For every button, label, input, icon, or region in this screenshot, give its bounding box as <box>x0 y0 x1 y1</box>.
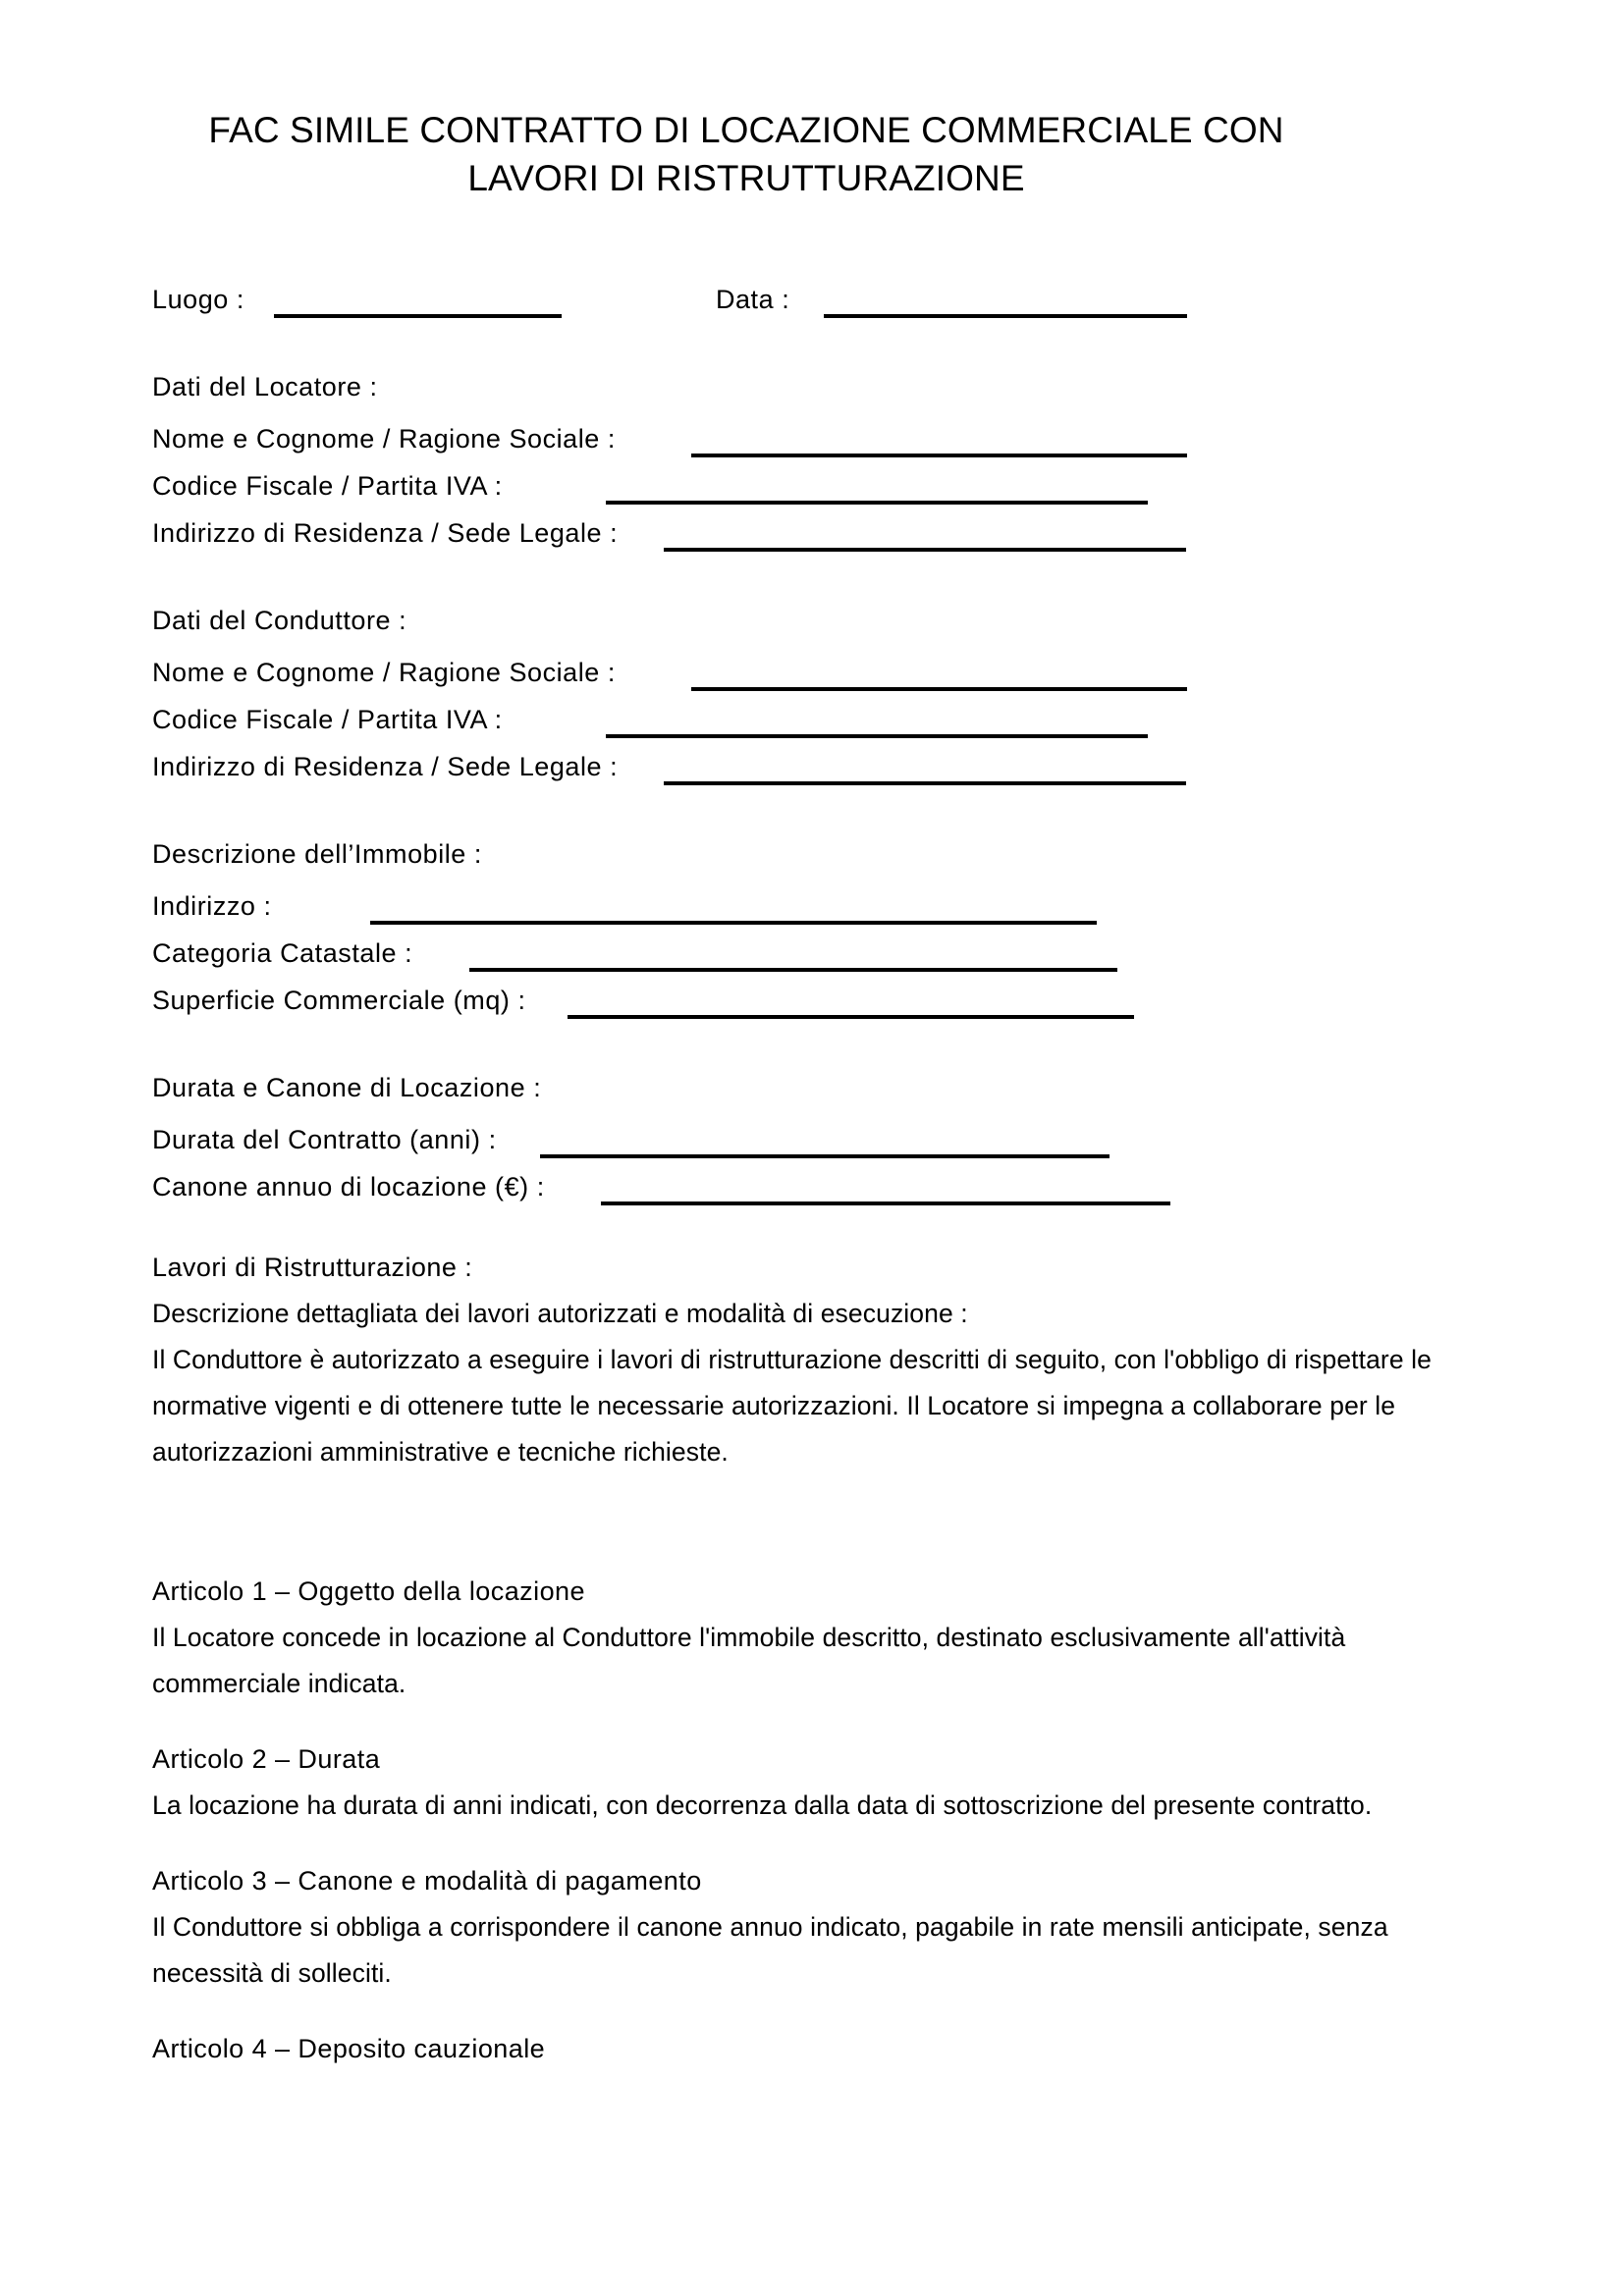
luogo-label: Luogo : <box>152 285 244 315</box>
immobile-superficie-input-rule[interactable] <box>568 1015 1134 1019</box>
articolo-1-heading: Articolo 1 – Oggetto della locazione <box>152 1576 585 1607</box>
durata-contratto-input-rule[interactable] <box>540 1154 1110 1158</box>
section-heading-locatore: Dati del Locatore : <box>152 372 378 402</box>
immobile-superficie-label: Superficie Commerciale (mq) : <box>152 986 526 1016</box>
immobile-indirizzo-input-rule[interactable] <box>370 921 1097 925</box>
conduttore-codice-label: Codice Fiscale / Partita IVA : <box>152 705 503 735</box>
field-row-durata-contratto <box>152 1111 1468 1158</box>
spacer <box>152 1205 1468 1245</box>
page-title: FAC SIMILE CONTRATTO DI LOCAZIONE COMMERCIALE CON LAVORI DI RISTRUTTURAZIONE <box>208 110 1284 199</box>
articolo-1-body: Il Locatore concede in locazione al Conduttore l'immobile descritto, destinato esclusivamente all'attività commerciale indicata. <box>152 1623 1346 1699</box>
spacer <box>152 202 1468 271</box>
section-heading-immobile: Descrizione dell’Immobile : <box>152 839 482 870</box>
canone-annuo-label: Canone annuo di locazione (€) : <box>152 1172 545 1202</box>
field-row-conduttore-codice <box>152 691 1468 738</box>
field-row-locatore-nome <box>152 410 1468 457</box>
field-row-canone-annuo <box>152 1158 1468 1205</box>
field-row-conduttore-indirizzo <box>152 738 1468 785</box>
durata-contratto-label: Durata del Contratto (anni) : <box>152 1125 497 1155</box>
conduttore-nome-label: Nome e Cognome / Ragione Sociale : <box>152 658 616 688</box>
articolo-2-body: La locazione ha durata di anni indicati, con decorrenza dalla data di sottoscrizione del presente contratto. <box>152 1790 1373 1821</box>
conduttore-indirizzo-input-rule[interactable] <box>664 781 1186 785</box>
lavori-subheading: Descrizione dettagliata dei lavori autorizzati e modalità di esecuzione : <box>152 1299 968 1329</box>
spacer <box>152 1829 1468 1858</box>
locatore-codice-input-rule[interactable] <box>606 501 1148 505</box>
conduttore-codice-input-rule[interactable] <box>606 734 1148 738</box>
locatore-indirizzo-input-rule[interactable] <box>664 548 1186 552</box>
conduttore-indirizzo-label: Indirizzo di Residenza / Sede Legale : <box>152 752 619 782</box>
immobile-categoria-label: Categoria Catastale : <box>152 938 413 969</box>
articolo-2-heading: Articolo 2 – Durata <box>152 1744 381 1775</box>
spacer <box>152 785 1468 830</box>
canone-annuo-input-rule[interactable] <box>601 1201 1170 1205</box>
locatore-nome-input-rule[interactable] <box>691 454 1187 457</box>
section-heading-durata-canone: Durata e Canone di Locazione : <box>152 1073 542 1103</box>
immobile-categoria-input-rule[interactable] <box>469 968 1117 972</box>
field-row-luogo-data <box>152 271 1468 318</box>
document-body <box>152 0 1468 2072</box>
spacer <box>152 1019 1468 1064</box>
locatore-codice-label: Codice Fiscale / Partita IVA : <box>152 471 503 502</box>
section-heading-conduttore: Dati del Conduttore : <box>152 606 407 636</box>
field-row-locatore-indirizzo <box>152 505 1468 552</box>
field-row-immobile-indirizzo <box>152 878 1468 925</box>
spacer <box>152 552 1468 597</box>
section-heading-lavori: Lavori di Ristrutturazione : <box>152 1253 473 1283</box>
spacer <box>152 1475 1468 1569</box>
luogo-input-rule[interactable] <box>274 314 562 318</box>
field-row-conduttore-nome <box>152 644 1468 691</box>
locatore-nome-label: Nome e Cognome / Ragione Sociale : <box>152 424 616 454</box>
lavori-body: Il Conduttore è autorizzato a eseguire i lavori di ristrutturazione descritti di seguito, con l'obbligo di rispettare le normative vigenti e di ottenere tutte le necessarie autorizzazioni. Il Locatore si impegna a collaborare per le autorizzazioni amministrative e tecniche richieste. <box>152 1345 1432 1468</box>
field-row-locatore-codice <box>152 457 1468 505</box>
data-input-rule[interactable] <box>824 314 1187 318</box>
locatore-indirizzo-label: Indirizzo di Residenza / Sede Legale : <box>152 518 619 549</box>
field-row-immobile-categoria <box>152 925 1468 972</box>
articolo-3-body: Il Conduttore si obbliga a corrispondere il canone annuo indicato, pagabile in rate mensili anticipate, senza necessità di solleciti. <box>152 1912 1388 1989</box>
immobile-indirizzo-label: Indirizzo : <box>152 891 272 922</box>
spacer <box>152 1707 1468 1736</box>
articolo-4-heading: Articolo 4 – Deposito cauzionale <box>152 2034 546 2064</box>
spacer <box>152 1997 1468 2026</box>
data-label: Data : <box>715 285 790 315</box>
conduttore-nome-input-rule[interactable] <box>691 687 1187 691</box>
articolo-3-heading: Articolo 3 – Canone e modalità di pagamento <box>152 1866 702 1896</box>
field-row-immobile-superficie <box>152 972 1468 1019</box>
spacer <box>152 318 1468 363</box>
